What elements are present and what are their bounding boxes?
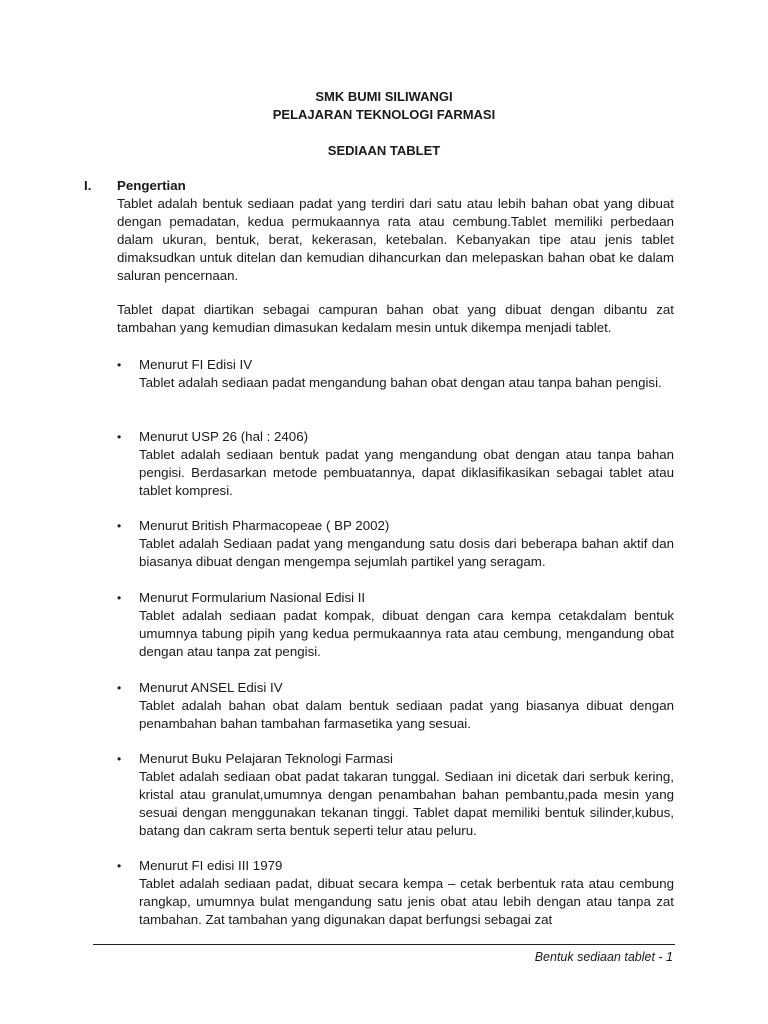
section-heading: Pengertian	[117, 178, 186, 193]
bullet-icon: •	[117, 681, 122, 695]
definition-text: Tablet adalah sediaan obat padat takaran tunggal. Sediaan ini dicetak dari serbuk kering, kristal atau granulat,umumnya dengan penambahan bahan pembantu,pada mesin yang sesuai dengan menggunakan tekanan tinggi. Tablet dapat memiliki bentuk silinder,kubus, batang dan cakram serta bentuk seperti telur atau peluru.	[139, 769, 674, 838]
definition-text: Tablet adalah sediaan padat kompak, dibuat dengan cara kempa cetakdalam bentuk umumnya tabung pipih yang kedua permukaannya rata atau cembung, mengandung obat dengan atau tanpa zat pengisi.	[139, 608, 674, 659]
definition-source: Menurut FI edisi III 1979	[139, 858, 283, 873]
definition-source: Menurut USP 26 (hal : 2406)	[139, 429, 309, 444]
paragraph: Tablet dapat diartikan sebagai campuran bahan obat yang dibuat dengan dibantu zat tambahan yang kemudian dimasukan kedalam mesin untuk dikempa menjadi tablet.	[117, 302, 674, 335]
page-footer: Bentuk sediaan tablet - 1	[534, 950, 673, 964]
definition-text: Tablet adalah Sediaan padat yang mengandung satu dosis dari beberapa bahan aktif dan biasanya dibuat dengan mengempa sejumlah partikel yang seragam.	[139, 536, 674, 569]
footer-rule	[93, 944, 675, 945]
section-number: I.	[84, 178, 92, 193]
bullet-icon: •	[117, 591, 122, 605]
definition-text: Tablet adalah sediaan padat mengandung bahan obat dengan atau tanpa bahan pengisi.	[139, 375, 662, 390]
definition-text: Tablet adalah bahan obat dalam bentuk sediaan padat yang biasanya dibuat dengan penambahan bahan tambahan farmasetika yang sesuai.	[139, 698, 674, 731]
bullet-icon: •	[117, 519, 122, 533]
definition-source: Menurut Buku Pelajaran Teknologi Farmasi	[139, 751, 394, 766]
bullet-icon: •	[117, 859, 122, 873]
definition-text: Tablet adalah sediaan padat, dibuat secara kempa – cetak berbentuk rata atau cembung rangkap, umumnya bulat mengandung satu jenis obat atau lebih dengan atau tanpa zat tambahan. Zat tambahan yang digunakan dapat berfungsi sebagai zat	[139, 876, 674, 927]
definition-source: Menurut British Pharmacopeae ( BP 2002)	[139, 518, 390, 533]
bullet-icon: •	[117, 430, 122, 444]
definition-source: Menurut Formularium Nasional Edisi II	[139, 590, 366, 605]
paragraph: Tablet adalah bentuk sediaan padat yang terdiri dari satu atau lebih bahan obat yang dibuat dengan pemadatan, kedua permukaannya rata atau cembung.Tablet memiliki perbedaan dalam ukuran, bentuk, berat, kekerasan, ketebalan. Kebanyakan tipe atau jenis tablet dimaksudkan untuk ditelan dan kemudian dihancurkan dan melepaskan bahan obat ke dalam saluran pencernaan.	[117, 196, 674, 283]
subject-name: PELAJARAN TEKNOLOGI FARMASI	[272, 107, 496, 122]
definition-source: Menurut ANSEL Edisi IV	[139, 680, 283, 695]
bullet-icon: •	[117, 752, 122, 766]
definition-source: Menurut FI Edisi IV	[139, 357, 253, 372]
document-title: SEDIAAN TABLET	[327, 143, 441, 158]
bullet-icon: •	[117, 358, 122, 372]
definition-text: Tablet adalah sediaan bentuk padat yang mengandung obat dengan atau tanpa bahan pengisi. Berdasarkan metode pembuatannya, dapat diklasifikasikan sebagai tablet atau tablet kompresi.	[139, 447, 674, 498]
school-name: SMK BUMI SILIWANGI	[315, 89, 453, 104]
